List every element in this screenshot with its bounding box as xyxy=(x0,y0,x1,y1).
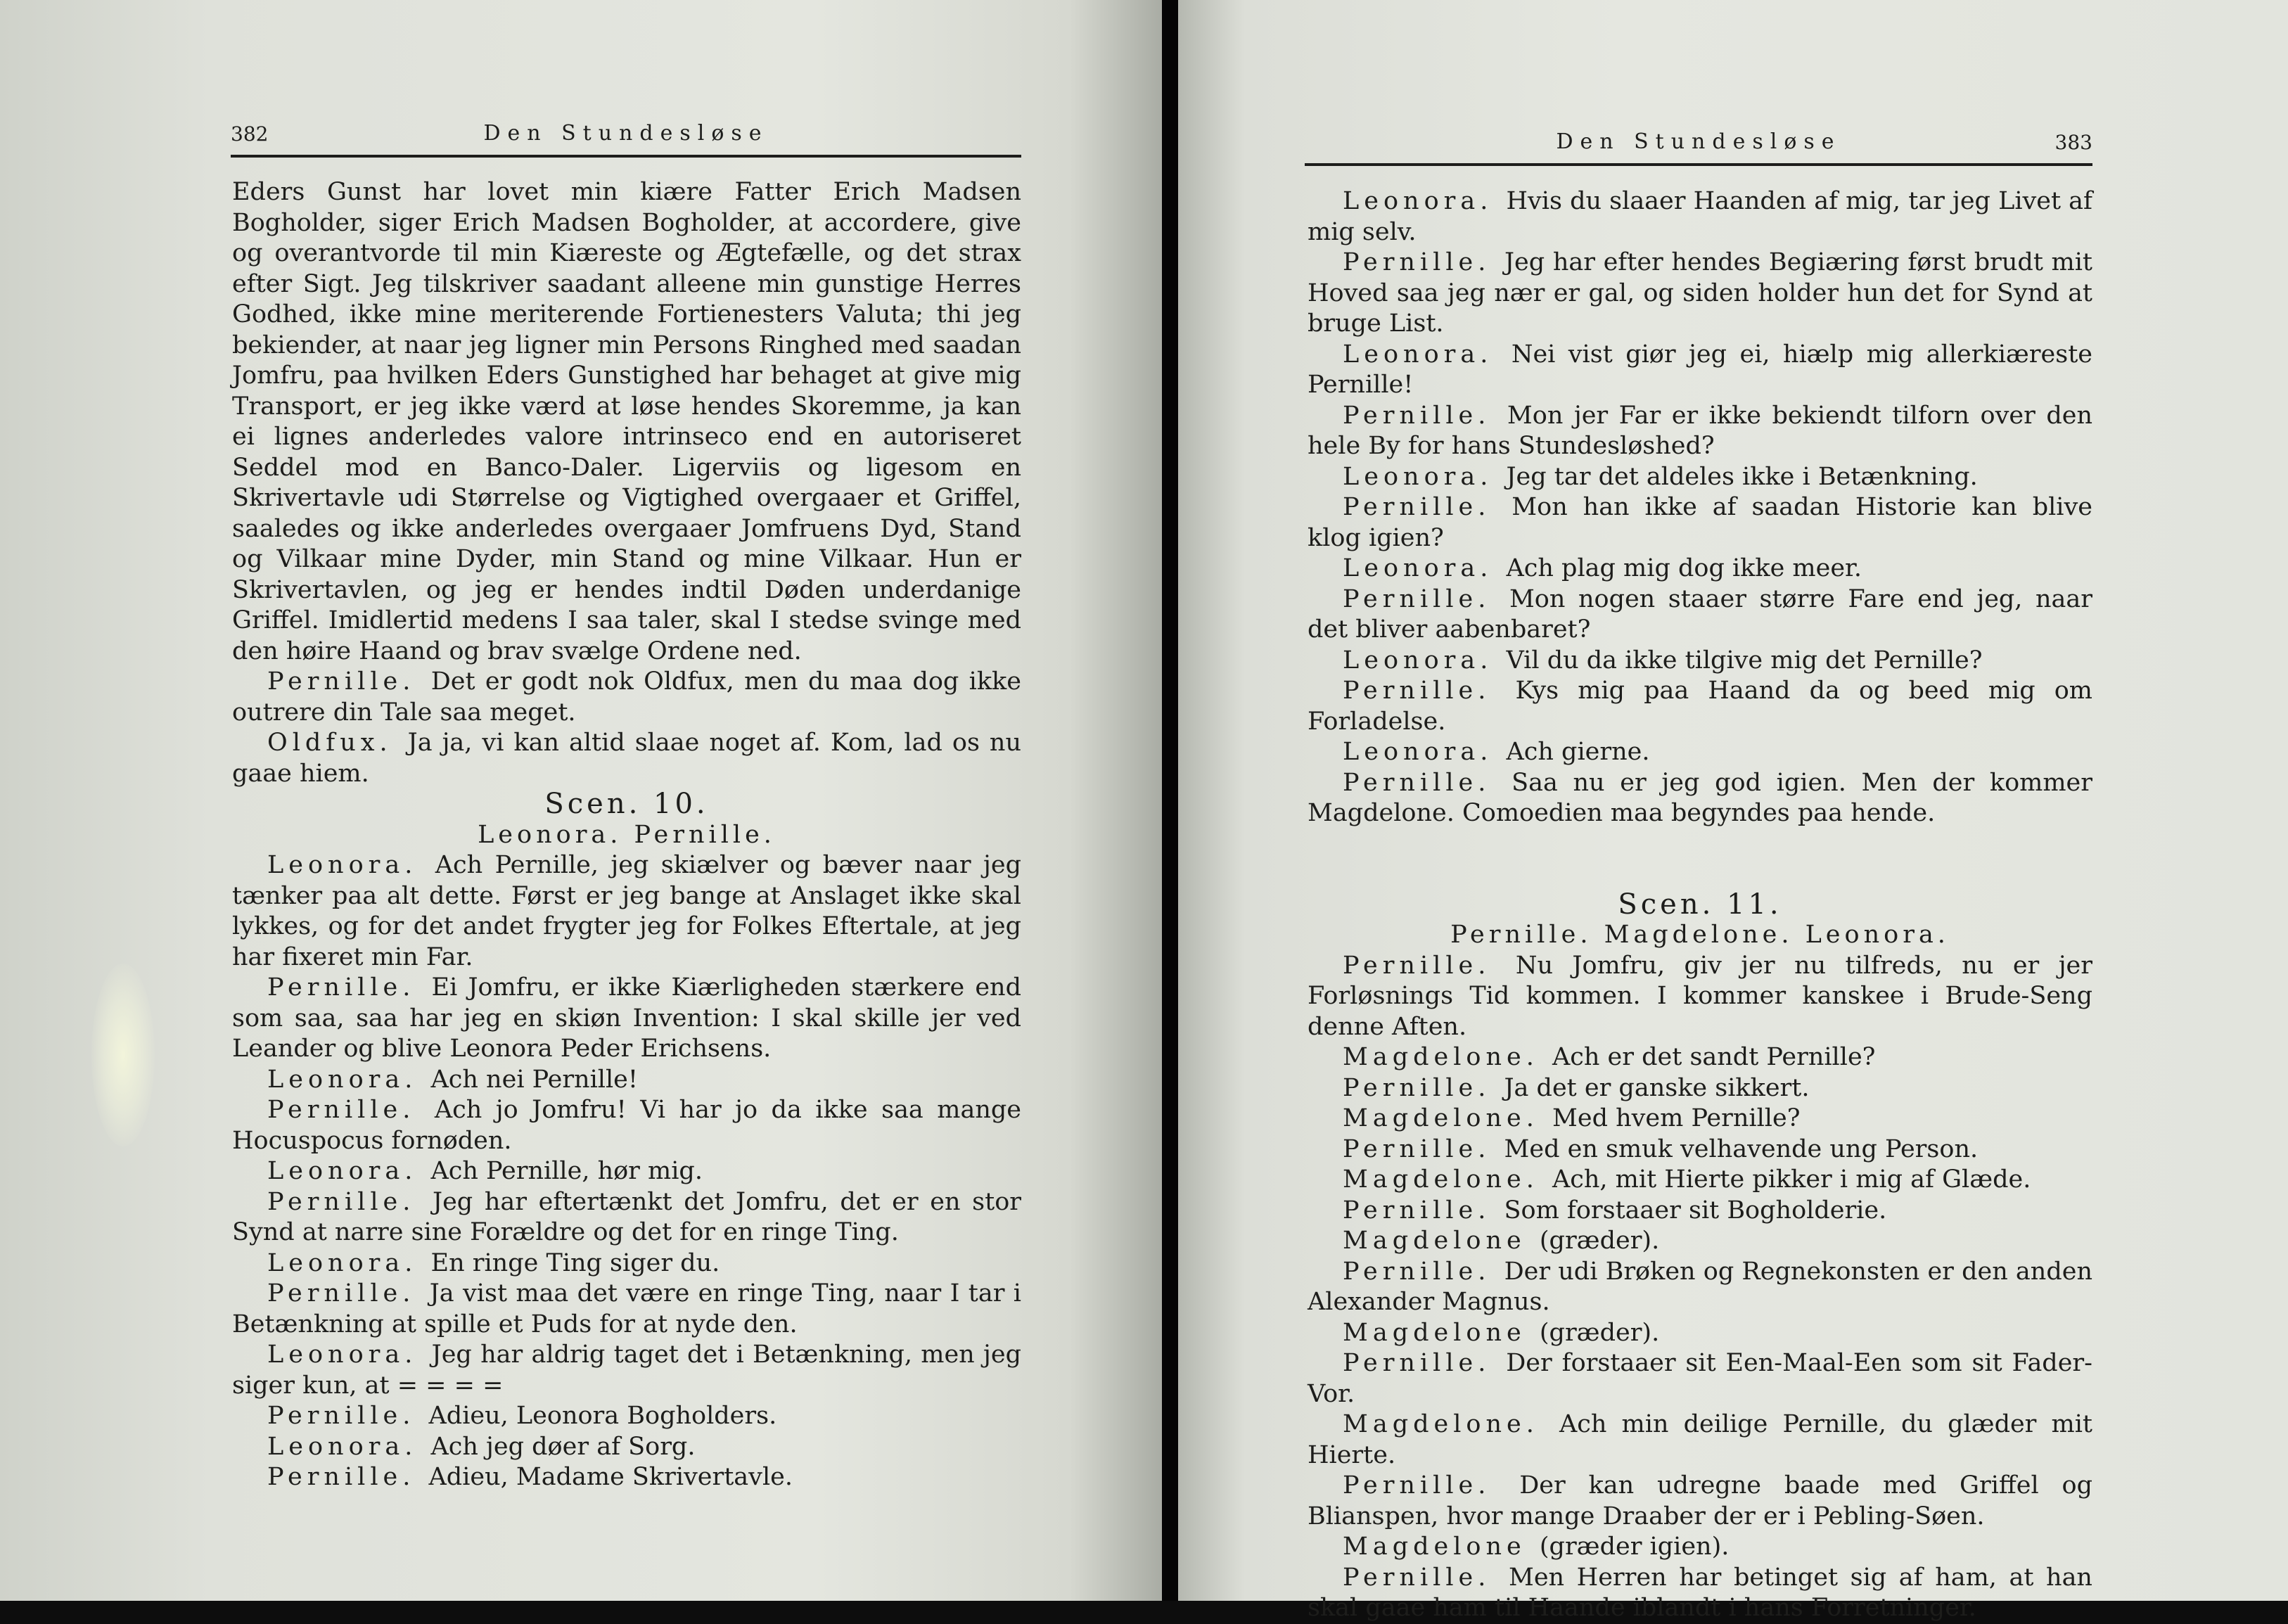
speaker-name: Leonora. xyxy=(1343,187,1493,215)
speech-text: Der forstaaer sit Een-Maal-Een som sit Fader-Vor. xyxy=(1308,1349,2092,1408)
speech-text: Mon han ikke af saadan Historie kan blive klog igien? xyxy=(1308,493,2092,552)
speech-text: Adieu, Leonora Bogholders. xyxy=(428,1402,777,1430)
speaker-name: Magdelone. xyxy=(1343,1165,1539,1194)
speaker-name: Pernille. xyxy=(267,1402,416,1430)
speaker-name: Leonora. xyxy=(267,1432,418,1461)
dialogue-line xyxy=(1308,186,2092,248)
page-number: 382 xyxy=(231,122,269,146)
speaker-name: Magdelone. xyxy=(1343,1104,1539,1132)
dialogue-line xyxy=(1308,492,2092,554)
dialogue-line xyxy=(232,1279,1021,1340)
scene-cast: Pernille. Magdelone. Leonora. xyxy=(1450,921,1950,949)
dialogue-line xyxy=(1308,554,2092,584)
speaker-name: Leonora. xyxy=(1343,554,1493,582)
speech-text: Jeg har eftertænkt det Jomfru, det er en stor Synd at narre sine Forældre og det for en ringe Ting. xyxy=(232,1187,1021,1246)
dialogue-line xyxy=(232,1156,1021,1187)
dialogue-line xyxy=(232,1065,1021,1096)
dialogue-line xyxy=(1308,1318,2092,1349)
speaker-name: Pernille. xyxy=(1343,1073,1491,1102)
speech-text: Som forstaaer sit Bogholderie. xyxy=(1504,1196,1887,1225)
speech-text: Ach Pernille, jeg skiælver og bæver naar jeg tænker paa alt dette. Først er jeg bange at Anslaget ikke skal lykkes, og for det andet frygter jeg for Folkes Eftertale, at jeg har fixeret min Far. xyxy=(232,851,1021,971)
speech-text: Mon jer Far er ikke bekiendt tilforn over den hele By for hans Stundesløshed? xyxy=(1308,401,2092,460)
dialogue-line xyxy=(1308,1348,2092,1409)
dialogue-line xyxy=(1308,462,2092,493)
speech-text: Ach jeg døer af Sorg. xyxy=(430,1432,696,1461)
speaker-name: Pernille. xyxy=(267,973,416,1002)
speaker-name: Leonora. xyxy=(1343,646,1493,674)
speech-text: Med hvem Pernille? xyxy=(1552,1104,1801,1132)
speech-text: Kys mig paa Haand da og beed mig om Forladelse. xyxy=(1308,677,2092,736)
dialogue-line xyxy=(1308,1042,2092,1073)
running-title: Den Stundesløse xyxy=(483,121,769,146)
speech-text: En ringe Ting siger du. xyxy=(430,1248,720,1277)
speaker-name: Magdelone xyxy=(1343,1533,1526,1561)
speaker-name: Oldfux. xyxy=(267,729,392,757)
dialogue-line xyxy=(1308,1257,2092,1318)
speaker-name: Pernille. xyxy=(1343,768,1491,797)
dialogue-line xyxy=(1308,951,2092,1043)
speech-text: Ja det er ganske sikkert. xyxy=(1504,1073,1810,1102)
speech-text: Hvis du slaaer Haanden af mig, tar jeg Livet af mig selv. xyxy=(1308,187,2093,246)
speech-text: Ach nei Pernille! xyxy=(430,1065,638,1094)
page-smudge xyxy=(91,964,155,1146)
running-head xyxy=(1305,121,2092,166)
dialogue-line xyxy=(1308,1409,2092,1471)
speech-text: Ach er det sandt Pernille? xyxy=(1552,1043,1876,1071)
speaker-name: Pernille. xyxy=(267,1279,416,1307)
speech-text: Ach plag mig dog ikke meer. xyxy=(1506,554,1862,582)
speaker-name: Pernille. xyxy=(1343,1257,1491,1286)
speech-text: Ach Pernille, hør mig. xyxy=(430,1157,703,1185)
dialogue-line xyxy=(1308,737,2092,768)
speech-text: Adieu, Madame Skrivertavle. xyxy=(428,1463,793,1491)
dialogue-line xyxy=(1308,646,2092,677)
speaker-name: Pernille. xyxy=(1343,584,1491,613)
dialogue-line xyxy=(232,1248,1021,1279)
page-text xyxy=(232,177,1021,1493)
dialogue-line xyxy=(1308,1532,2092,1563)
speaker-name: Leonora. xyxy=(1343,340,1493,369)
speaker-name: Pernille. xyxy=(1343,1563,1491,1592)
dialogue-line xyxy=(1308,340,2092,401)
dialogue-continuation: Eders Gunst har lovet min kiære Fatter Erich Madsen Bogholder, siger Erich Madsen Bogholder, at accordere, give og overantvorde til min Kiæreste og Ægtefælle, og det strax efter Sigt. Jeg tilskriver saadant alleene min gunstige Herres Godhed, ikke mine meriterende Fortienesters Valuta; thi jeg bekiender, at naar jeg ligner min Persons Ringhed med saadan Jomfru, paa hvilken Eders Gunstighed har behaget at give mig Transport, er jeg ikke værd at løse hendes Skoremme, ja kan ei lignes anderledes valore intrinseco end en autoriseret Seddel mod en Banco-Daler. Ligerviis og ligesom en Skrivertavle udi Størrelse og Vigtighed overgaaer et Griffel, saaledes og ikke anderledes overgaaer Jomfruens Dyd, Stand og Vilkaar mine Dyder, min Stand og mine Vilkaar. Hun er Skrivertavlen, og jeg er hendes indtil Døden underdanige Griffel. Imidlertid medens I saa taler, skal I stedse svinge med den høire Haand og brav svælge Ordene ned. xyxy=(232,178,1021,665)
dialogue-line xyxy=(1308,768,2092,829)
speaker-name: Pernille. xyxy=(1343,1196,1491,1225)
dialogue-line xyxy=(1308,676,2092,737)
speaker-name: Pernille. xyxy=(1343,951,1491,980)
speaker-name: Pernille. xyxy=(267,667,416,696)
dialogue-line xyxy=(1308,1196,2092,1227)
speech-text: (græder igien). xyxy=(1539,1533,1730,1561)
speech-text: Saa nu er jeg god igien. Men der kommer Magdelone. Comoedien maa begyndes paa hende. xyxy=(1308,768,2092,827)
page-text xyxy=(1308,186,2092,1624)
speech-text: (græder). xyxy=(1539,1227,1660,1255)
speaker-name: Pernille. xyxy=(1343,1349,1491,1377)
speech-text: Ja vist maa det være en ringe Ting, naar I tar i Betænkning at spille et Puds for at nyde den. xyxy=(232,1279,1021,1338)
dialogue-line xyxy=(232,1401,1021,1432)
dialogue-line xyxy=(1308,1226,2092,1257)
speaker-name: Magdelone. xyxy=(1343,1410,1539,1438)
dialogue-line xyxy=(232,1432,1021,1463)
speech-text: Ach gierne. xyxy=(1506,738,1650,766)
book-gutter xyxy=(1162,0,1178,1601)
dialogue-line xyxy=(232,667,1021,728)
speech-text: Jeg tar det aldeles ikke i Betænkning. xyxy=(1506,462,1978,491)
speaker-name: Pernille. xyxy=(267,1096,416,1124)
speaker-name: Leonora. xyxy=(1343,462,1493,491)
speech-text: Ach min deilige Pernille, du glæder mit Hierte. xyxy=(1308,1410,2092,1469)
dialogue-line xyxy=(1308,1563,2092,1624)
dialogue-line xyxy=(232,1340,1021,1401)
speech-text: Vil du da ikke tilgive mig det Pernille? xyxy=(1506,646,1983,674)
speaker-name: Pernille. xyxy=(267,1187,416,1216)
speaker-name: Magdelone. xyxy=(1343,1043,1539,1071)
dialogue-line xyxy=(1308,1073,2092,1104)
speaker-name: Pernille. xyxy=(1343,1471,1491,1500)
dialogue-line xyxy=(1308,1134,2092,1165)
speaker-name: Pernille. xyxy=(1343,493,1491,521)
speech-text: Ach, mit Hierte pikker i mig af Glæde. xyxy=(1552,1165,2031,1194)
speaker-name: Pernille. xyxy=(267,1463,416,1491)
running-title: Den Stundesløse xyxy=(1556,129,1841,154)
speaker-name: Leonora. xyxy=(267,851,418,879)
dialogue-line xyxy=(1308,584,2092,646)
dialogue-line xyxy=(232,1462,1021,1493)
dialogue-line xyxy=(232,1187,1021,1248)
speech-text: Mon nogen staaer større Fare end jeg, naar det bliver aabenbaret? xyxy=(1308,584,2092,644)
dialogue-line xyxy=(1308,1104,2092,1134)
speech-text: Ja ja, vi kan altid slaae noget af. Kom, lad os nu gaae hiem. xyxy=(232,729,1021,788)
dialogue-line xyxy=(1308,1165,2092,1196)
dialogue-line xyxy=(1308,248,2092,340)
speaker-name: Pernille. xyxy=(1343,1134,1491,1163)
speech-text: Men Herren har betinget sig af ham, at han skal gaae ham til Haande iblandt i hans Forretninger. xyxy=(1308,1563,2092,1622)
dialogue-line xyxy=(232,728,1021,789)
speech-text: Nu Jomfru, giv jer nu tilfreds, nu er jer Forløsnings Tid kommen. I kommer kanskee i Brude-Seng denne Aften. xyxy=(1308,951,2092,1041)
speaker-name: Pernille. xyxy=(1343,248,1491,276)
speaker-name: Magdelone xyxy=(1343,1318,1526,1347)
speech-text: Der udi Brøken og Regnekonsten er den anden Alexander Magnus. xyxy=(1308,1257,2092,1316)
speaker-name: Leonora. xyxy=(267,1341,418,1369)
speech-text: Det er godt nok Oldfux, men du maa dog ikke outrere din Tale saa meget. xyxy=(232,667,1021,727)
speech-text: (græder). xyxy=(1539,1318,1660,1347)
speaker-name: Leonora. xyxy=(1343,738,1493,766)
dialogue-line xyxy=(1308,1471,2092,1532)
speech-text: Jeg har efter hendes Begiæring først brudt mit Hoved saa jeg nær er gal, og siden holder hun det for Synd at bruge List. xyxy=(1308,248,2092,338)
right-page xyxy=(1178,0,2288,1622)
speech-text: Ei Jomfru, er ikke Kiærligheden stærkere end som saa, saa har jeg en skiøn Invention: I skal skille jer ved Leander og blive Leonora Peder Erichsens. xyxy=(232,973,1021,1063)
scene-heading: Scen. 10. xyxy=(544,788,709,820)
speaker-name: Leonora. xyxy=(267,1157,418,1185)
dialogue-line xyxy=(232,850,1021,973)
dialogue-line xyxy=(232,1095,1021,1156)
speaker-name: Leonora. xyxy=(267,1248,418,1277)
speaker-name: Magdelone xyxy=(1343,1227,1526,1255)
speech-text: Ach jo Jomfru! Vi har jo da ikke saa mange Hocuspocus fornøden. xyxy=(232,1096,1021,1155)
scene-heading: Scen. 11. xyxy=(1618,888,1782,921)
dialogue-line xyxy=(232,973,1021,1065)
speech-text: Jeg har aldrig taget det i Betænkning, men jeg siger kun, at = = = = xyxy=(232,1341,1021,1400)
scene-cast: Leonora. Pernille. xyxy=(478,820,776,849)
speaker-name: Pernille. xyxy=(1343,677,1491,705)
page-number: 383 xyxy=(2054,131,2092,154)
speech-text: Med en smuk velhavende ung Person. xyxy=(1504,1134,1979,1163)
speech-text: Der kan udregne baade med Griffel og Blianspen, hvor mange Draaber der er i Pebling-Søen. xyxy=(1308,1471,2092,1530)
speech-text: Nei vist giør jeg ei, hiælp mig allerkiæreste Pernille! xyxy=(1308,340,2092,399)
dialogue-line xyxy=(1308,401,2092,462)
speaker-name: Leonora. xyxy=(267,1065,418,1094)
speaker-name: Pernille. xyxy=(1343,401,1491,430)
running-head xyxy=(231,113,1021,158)
